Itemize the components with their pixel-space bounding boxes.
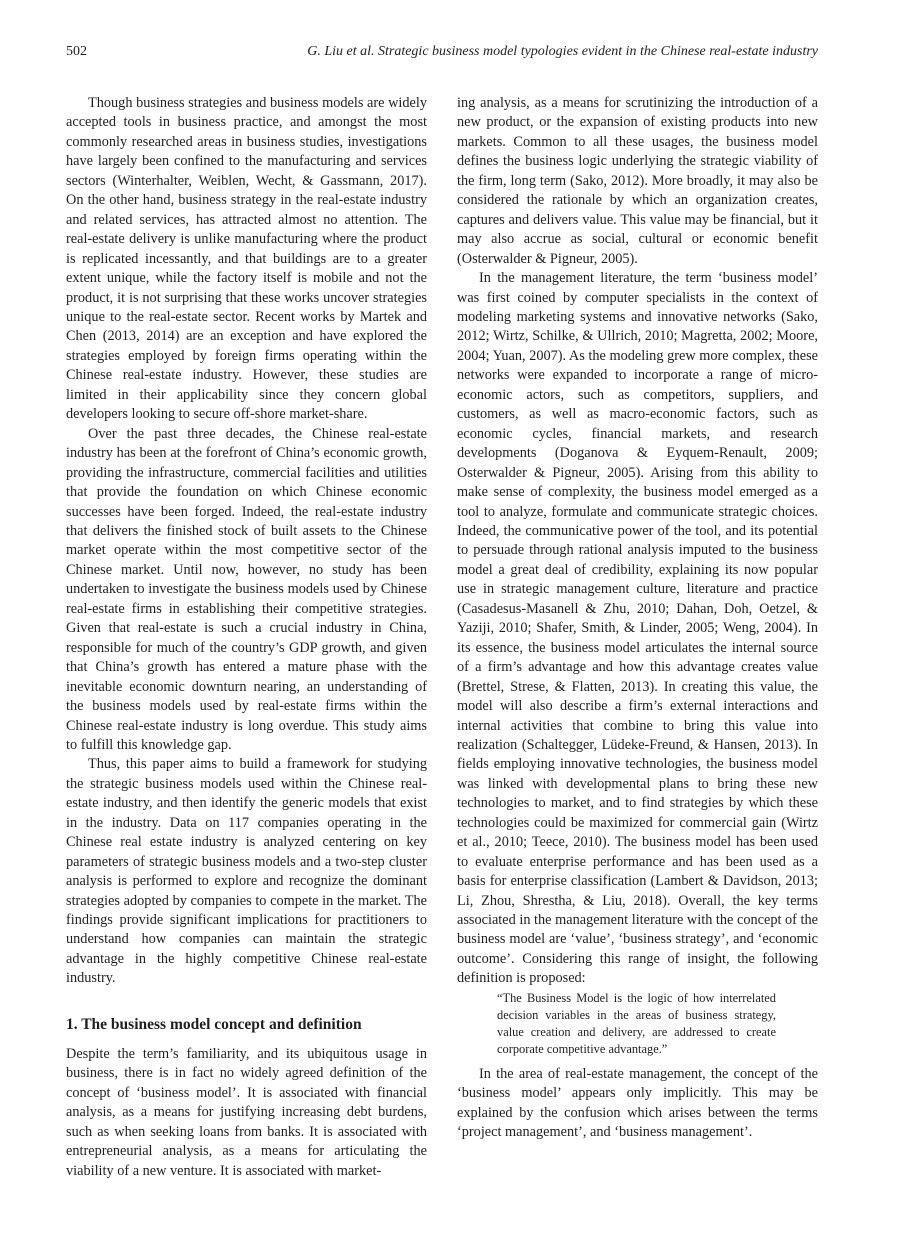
intro-paragraph-2: Over the past three decades, the Chinese real-estate industry has been at the forefront of China’s economic growth, providing the infrastructure, commercial facilities and utilities that provide the foundation on which Chinese economic successes have been forged. Indeed, the real-estate industry that delivers the finished stock of built assets to the Chinese market operate within the most competitive sector of the Chinese market. Until now, however, no study has been undertaken to investigate the business models used by Chinese real-estate firms in establishing their competitive strategies. Given that real-estate is such a crucial industry in China, responsible for much of the country’s GDP growth, and given that China’s growth has entered a mature phase with the inevitable economic downturn nearing, an understanding of the business models used by real-estate firms within the Chinese real-estate industry is long overdue. This study aims to fulfill this knowledge gap. (66, 425, 427, 753)
literature-paragraph: In the management literature, the term ‘business model’ was first coined by computer specialists in the context of modeling marketing systems and innovative networks (Sako, 2012; Wirtz, Schilke, & Ullrich, 2010; Magretta, 2002; Moore, 2004; Yuan, 2007). As the modeling grew more complex, these networks were expanded to incorporate a range of micro-economic actors, such as competitors, suppliers, and customers, as well as macro-economic factors, such as economic cycles, financial markets, and research developments (Doganova & Eyquem-Renault, 2009; Osterwalder & Pigneur, 2005). Arising from this ability to make sense of complexity, the business model emerged as a tool to analyze, formulate and communicate strategic choices. Indeed, the communicative power of the tool, and its potential to persuade through rational analysis imputed to the business model a great deal of credibility, explaining its now popular use in strategic management culture, literature and practice (Casadesus-Masanell & Zhu, 2010; Dahan, Doh, Oetzel, & Yaziji, 2010; Shafer, Smith, & Linder, 2005; Weng, 2004). In its essence, the business model articulates the internal source of a firm’s advantage and how this advantage creates value (Brettel, Strese, & Flatten, 2013). In creating this value, the model will also describe a firm’s external interactions and internal activities that combine to bring this value into realization (Schaltegger, Lüdeke-Freund, & Hansen, 2013). In fields employing innovative technologies, the business model was linked with developmental plans to bring these new technologies to market, and to find strategies by which these technologies could be maximized for commercial gain (Wirtz et al., 2010; Teece, 2010). The business model has been used to evaluate enterprise performance and has been used as a basis for enterprise classification (Lambert & Davidson, 2013; Li, Zhou, Shrestha, & Liu, 2018). Overall, the key terms associated in the management literature with the concept of the business model are ‘value’, ‘business strategy’, and ‘economic outcome’. Considering this range of insight, the following definition is proposed: (457, 270, 818, 987)
definition-quote: “The Business Model is the logic of how interrelated decision variables in the areas of business strategy, value creation and delivery, are addressed to create corporate competitive advantage.” (497, 990, 776, 1057)
right-column (457, 94, 818, 1142)
intro-paragraph-3: Thus, this paper aims to build a framework for studying the strategic business models used within the Chinese real-estate industry, and then identify the generic models that exist in the industry. Data on 117 companies operating in the Chinese real estate industry is analyzed centering on key parameters of strategic business models and a two-step cluster analysis is performed to explore and recognize the dominant strategies adopted by companies to compete in the market. The findings provide significant implications for practitioners to understand how companies can maintain the strategic advantage in the highly competitive Chinese real-estate industry. (66, 756, 427, 987)
page-number: 502 (66, 44, 87, 59)
left-column (66, 94, 427, 1181)
section-paragraph-1: Despite the term’s familiarity, and its ubiquitous usage in business, there is in fact no widely agreed definition of the concept of ‘business model’. It is associated with financial analysis, as a means for justifying increasing debt burdens, such as when seeking loans from banks. It is associated with entrepreneurial analysis, as a means for articulating the viability of a new venture. It is associated with market- (66, 1045, 427, 1179)
running-head: G. Liu et al. Strategic business model typologies evident in the Chinese real-estate industry (307, 44, 818, 59)
page-header (66, 42, 818, 62)
continued-paragraph: ing analysis, as a means for scrutinizing the introduction of a new product, or the expansion of existing products into new markets. Common to all these usages, the business model defines the business logic underlying the strategic viability of the firm, long term (Sako, 2012). More broadly, it may also be considered the rationale by which an organization creates, captures and delivers value. This value may be financial, but it may also accrue as social, cultural or economic benefit (Osterwalder & Pigneur, 2005). (457, 95, 818, 267)
real-estate-paragraph: In the area of real-estate management, the concept of the ‘business model’ appears only implicitly. This may be explained by the confusion which arises between the terms ‘project management’, and ‘business management’. (457, 1065, 818, 1141)
intro-paragraph-1: Though business strategies and business models are widely accepted tools in business practice, and amongst the most commonly researched areas in business studies, investigations have largely been confined to the manufacturing and services sectors (Winterhalter, Weiblen, Wecht, & Gassmann, 2017). On the other hand, business strategy in the real-estate industry and related services, has attracted almost no attention. The real-estate delivery is unlike manufacturing where the product is replicated incessantly, and that buildings are to a greater extent unique, while the factory itself is mobile and not the product, it is not surprising that these works uncover strategies unique to the real-estate sector. Recent works by Martek and Chen (2013, 2014) are an exception and have explored the strategies employed by foreign firms operating within the Chinese real-estate industry. However, these studies are limited in their applicability since they concern global developers looking to secure off-shore market-share. (66, 95, 427, 423)
section-heading: 1. The business model concept and definition (66, 1015, 362, 1033)
